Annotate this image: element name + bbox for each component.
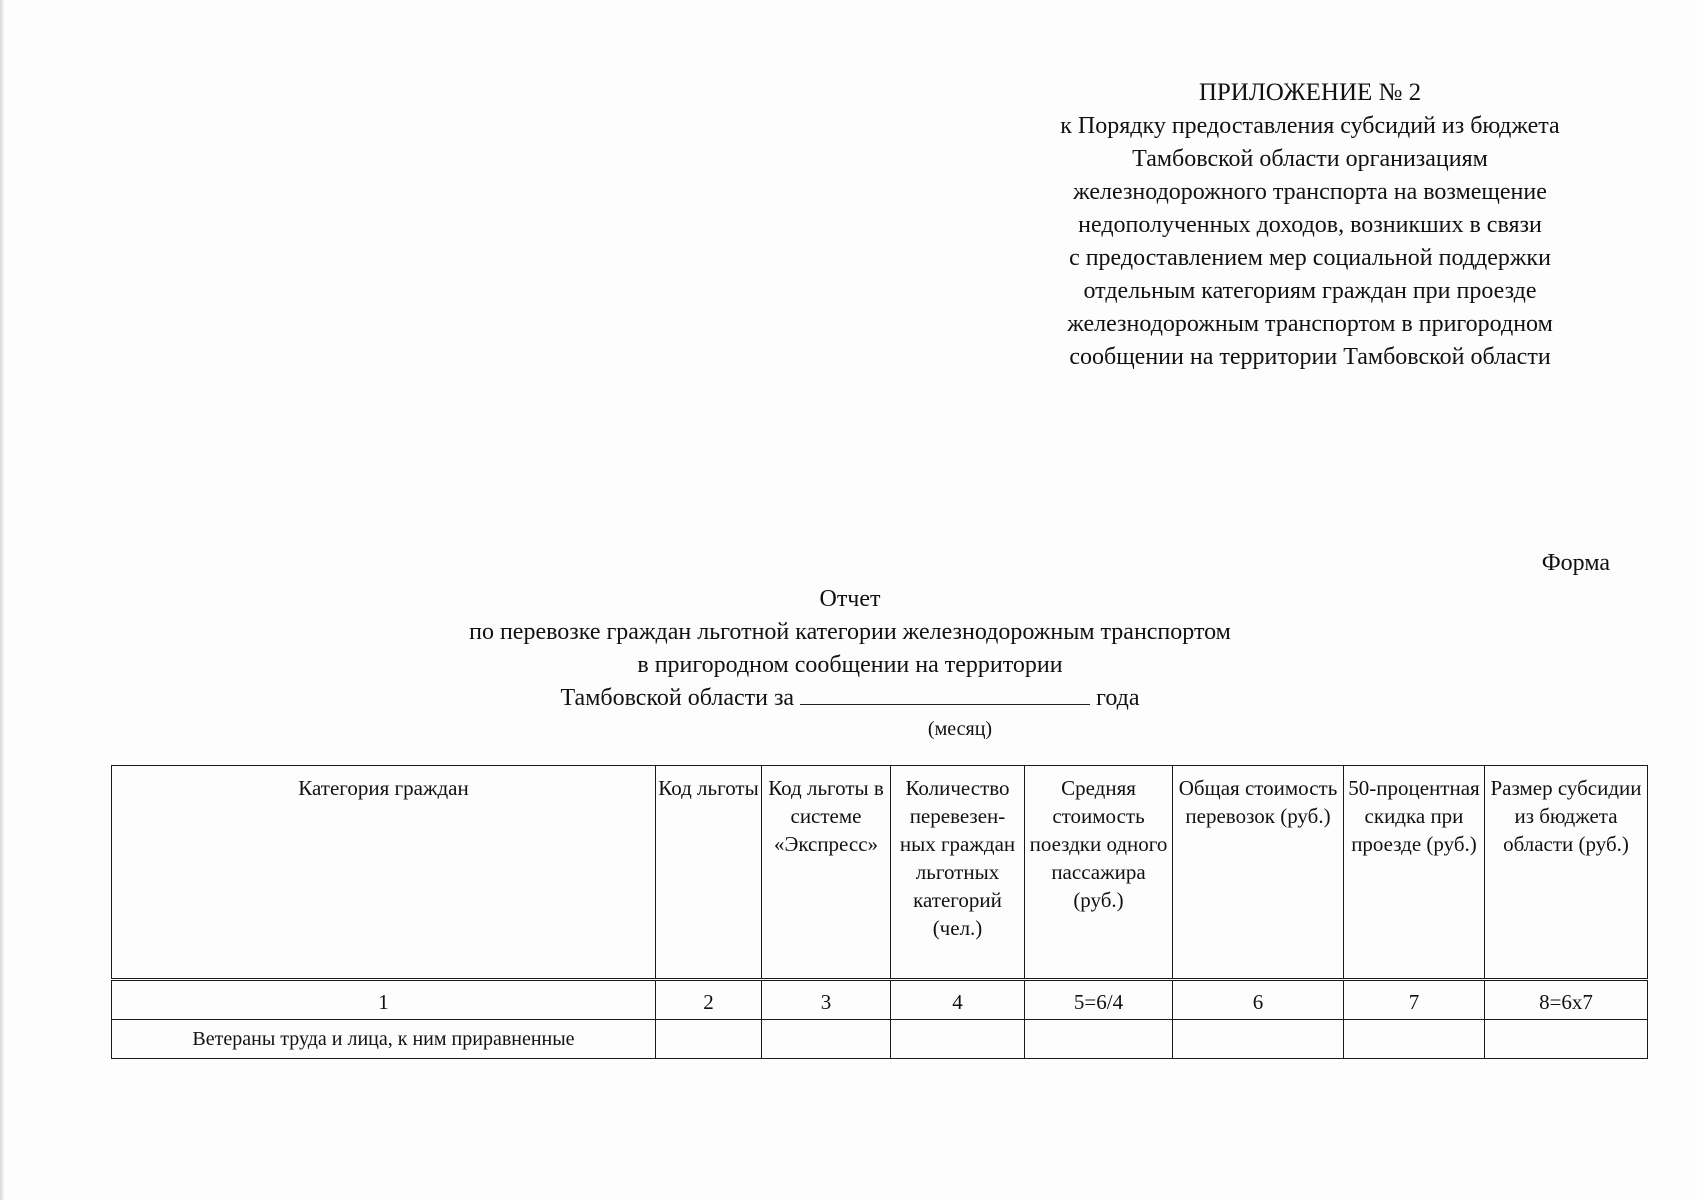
header-cell: Размер субсидии из бюджета области (руб.) [1485,766,1648,980]
report-title-block [300,583,1400,715]
report-table [111,765,1648,1059]
report-period-suffix: года [1096,685,1140,711]
header-cell: Код льготы в системе «Экспресс» [762,766,891,980]
data-cell[interactable] [762,1020,891,1059]
column-number-cell: 3 [762,980,891,1020]
appendix-line: железнодорожным транспортом в пригородном [1067,311,1553,337]
form-label: Форма [1541,550,1610,576]
report-period-line [300,682,1400,715]
month-caption: (месяц) [927,718,993,740]
data-cell[interactable] [1173,1020,1344,1059]
report-period-prefix: Тамбовской области за [560,685,795,711]
appendix-line: сообщении на территории Тамбовской области [1069,344,1551,370]
report-title: Отчет [819,586,881,612]
data-cell[interactable] [1344,1020,1485,1059]
appendix-line: железнодорожного транспорта на возмещение [1073,179,1547,205]
column-number-cell: 5=6/4 [1025,980,1173,1020]
data-cell[interactable] [1485,1020,1648,1059]
column-number-cell: 4 [891,980,1025,1020]
column-number-row [112,980,1648,1020]
appendix-line: с предоставлением мер социальной поддержки [1069,245,1551,271]
column-number-cell: 2 [656,980,762,1020]
table-row [112,1020,1648,1059]
report-subtitle-line: в пригородном сообщении на территории [637,652,1063,678]
column-number-cell: 8=6х7 [1485,980,1648,1020]
report-subtitle-line: по перевозке граждан льготной категории железнодорожным транспортом [469,619,1231,645]
header-cell: 50-процентная скидка при проезде (руб.) [1344,766,1485,980]
appendix-header [1000,76,1620,374]
column-number-cell: 1 [112,980,656,1020]
category-cell: Ветераны труда и лица, к ним приравненные [112,1020,656,1059]
appendix-line: Тамбовской области организациям [1132,146,1488,172]
month-fill-line[interactable] [800,682,1090,705]
header-cell: Количество перевезен-ных граждан льготных категорий (чел.) [891,766,1025,980]
appendix-line: к Порядку предоставления субсидий из бюджета [1060,113,1560,139]
column-number-cell: 7 [1344,980,1485,1020]
header-cell: Категория граждан [112,766,656,980]
data-cell[interactable] [1025,1020,1173,1059]
header-cell: Код льготы [656,766,762,980]
header-cell: Средняя стоимость поездки одного пассажира (руб.) [1025,766,1173,980]
appendix-line: недополученных доходов, возникших в связи [1078,212,1542,238]
data-cell[interactable] [891,1020,1025,1059]
table-header-row [112,766,1648,980]
appendix-line: отдельным категориям граждан при проезде [1083,278,1537,304]
scan-edge [0,0,4,1200]
header-cell: Общая стоимость перевозок (руб.) [1173,766,1344,980]
column-number-cell: 6 [1173,980,1344,1020]
data-cell[interactable] [656,1020,762,1059]
appendix-title: ПРИЛОЖЕНИЕ № 2 [1198,79,1422,106]
